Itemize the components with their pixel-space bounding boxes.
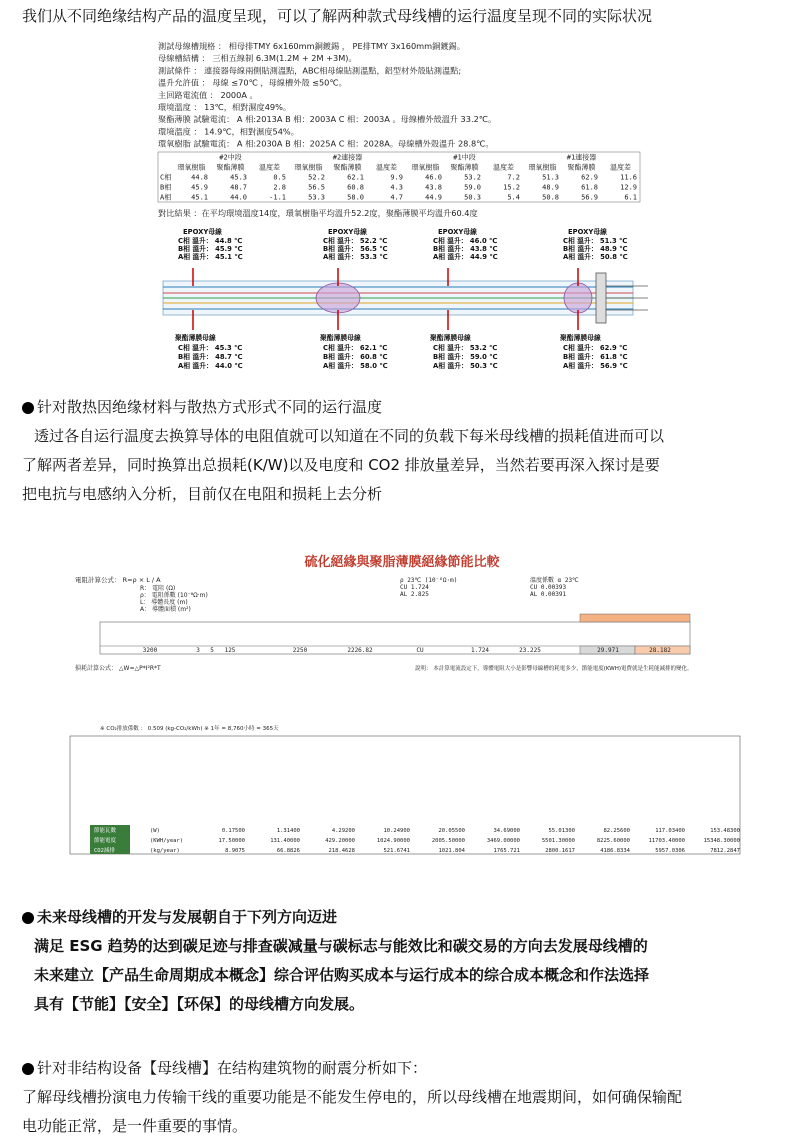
spec-line: 主回路電流值 ： 2000A 。 xyxy=(158,89,258,100)
table-cell: 45.3 xyxy=(230,173,247,182)
table-group-header: #2中段 xyxy=(219,153,242,162)
summary-value: 8225.60000 xyxy=(596,838,630,844)
film-box-line: B相 溫升： 61.8 ℃ xyxy=(563,353,628,361)
summary-value: 131.40000 xyxy=(270,838,300,844)
epoxy-box-line: C相 溫升： 44.8 ℃ xyxy=(178,237,243,245)
body-line: 电功能正常，是一件重要的事情。 xyxy=(22,1117,248,1135)
section-heat-dissipation xyxy=(22,393,792,509)
parameter-value: 23.225 xyxy=(519,647,541,654)
energy-saving-figure xyxy=(60,550,744,858)
summary-value: 429.20000 xyxy=(325,838,355,844)
summary-value: 34.69000 xyxy=(493,828,520,834)
epoxy-box-line: A相 溫升： 45.1 ℃ xyxy=(178,253,243,261)
summary-value: 66.8826 xyxy=(276,848,300,854)
summary-value: 10.24900 xyxy=(383,828,410,834)
table-cell: 4.7 xyxy=(390,193,403,202)
table-phase-label: C相 xyxy=(160,173,172,182)
table-cell: 46.0 xyxy=(425,173,442,182)
body-line: 具有【节能】【安全】【环保】的母线槽方向发展。 xyxy=(34,995,365,1013)
table-subheader: 環氧樹脂 xyxy=(528,163,557,172)
table-subheader: 溫度差 xyxy=(376,163,397,172)
film-box-line: A相 溫升： 44.0 ℃ xyxy=(178,362,243,370)
co2-note: ※ CO₂排放係數 ： 0.509 (kg-CO₂/kWh) ※ 1年 = 8,760小時 = 365天 xyxy=(100,726,279,732)
film-box-line: C相 溫升： 62.9 ℃ xyxy=(563,344,628,352)
table-cell: 59.0 xyxy=(464,183,481,192)
film-box-title: 聚酯薄膜母線 xyxy=(430,334,471,342)
table-group-header: #1連接器 xyxy=(566,153,597,162)
table-cell: 51.3 xyxy=(542,173,559,182)
intro-text: 我们从不同绝缘结构产品的温度呈现，可以了解两种款式母线槽的运行温度呈现不同的实际状况 xyxy=(22,7,653,25)
film-box-line: C相 溫升： 45.3 ℃ xyxy=(178,344,243,352)
table-subheader: 聚酯薄膜 xyxy=(333,163,362,172)
summary-value: 1024.90000 xyxy=(376,838,410,844)
table-cell: 15.2 xyxy=(503,183,520,192)
summary-value: 0.17500 xyxy=(221,828,245,834)
summary-unit: (kg/year) xyxy=(150,848,180,854)
film-box-line: A相 溫升： 50.3 ℃ xyxy=(433,362,498,370)
summary-value: 218.4628 xyxy=(328,848,355,854)
epoxy-box-title: EPOXY母線 xyxy=(183,228,222,236)
summary-value: 7812.2847 xyxy=(710,848,740,854)
body-line: 把电抗与电感纳入分析，目前仅在电阻和损耗上去分析 xyxy=(22,485,383,503)
table-cell: 48.7 xyxy=(230,183,247,192)
loss-formula: 損耗計算公式： △W=△P*I²R*T xyxy=(75,665,161,672)
table-subheader: 溫度差 xyxy=(610,163,631,172)
film-box-line: B相 溫升： 48.7 ℃ xyxy=(178,353,243,361)
parameter-value: 1.724 xyxy=(470,647,490,654)
rho-line: ρ 23℃ (10⁻⁸Ω·m) xyxy=(400,577,458,584)
definition-line: R： 電阻 (Ω) xyxy=(140,585,176,592)
table-cell: 45.9 xyxy=(191,183,208,192)
table-cell: 11.6 xyxy=(620,173,637,182)
summary-unit: (W) xyxy=(150,828,160,834)
summary-value: 82.25600 xyxy=(603,828,630,834)
parameter-value: 3 xyxy=(196,647,200,654)
table-subheader: 聚酯薄膜 xyxy=(450,163,479,172)
table-cell: 44.8 xyxy=(191,173,208,182)
table-cell: 45.1 xyxy=(191,193,208,202)
summary-value: 17.50000 xyxy=(218,838,245,844)
summary-value: 1.31400 xyxy=(276,828,300,834)
table-cell: 50.8 xyxy=(542,193,559,202)
parameter-value: 2250 xyxy=(292,647,308,654)
summary-value: 20.05500 xyxy=(438,828,465,834)
spec-line: 聚酯薄膜 試驗電流： A 相:2013A B 相：2003A C 相：2003A 。母線槽外殼溫升 33.2℃。 xyxy=(158,114,497,125)
summary-value: 5501.30000 xyxy=(541,838,575,844)
body-line: 满足 ESG 趋势的达到碳足迹与排查碳减量与碳标志与能效比和碳交易的方向去发展母线槽的 xyxy=(34,937,648,955)
table-cell: 48.9 xyxy=(542,183,559,192)
table-subheader: 環氧樹脂 xyxy=(294,163,323,172)
temp-coef-line: AL 0.00391 xyxy=(530,591,567,598)
spec-line: 環境溫度 ： 14.9℃，相對濕度54%。 xyxy=(158,126,299,137)
summary-value: 55.01300 xyxy=(548,828,575,834)
table-phase-label: A相 xyxy=(160,193,172,202)
table-cell: 5.4 xyxy=(507,193,520,202)
spec-line: 環境溫度 ： 13℃，相對濕度49%。 xyxy=(158,102,292,112)
table-subheader: 聚酯薄膜 xyxy=(567,163,596,172)
table-subheader: 聚酯薄膜 xyxy=(216,163,245,172)
summary-value: 3469.00000 xyxy=(486,838,520,844)
temperature-test-figure xyxy=(148,38,652,386)
table-cell: 0.5 xyxy=(273,173,286,182)
temp-coef-line: 溫度係數 α 23℃ xyxy=(530,577,579,584)
epoxy-box-title: EPOXY母線 xyxy=(438,228,477,236)
spec-line: 測試條件 ： 連接器每線兩側貼測溫點，ABC相母線貼測溫點，鋁型材外殼貼測溫點; xyxy=(158,65,462,76)
temp-coef-line: CU 0.00393 xyxy=(530,584,567,591)
film-box-line: A相 溫升： 58.0 ℃ xyxy=(323,362,388,370)
figure-title: 硫化絕緣與聚脂薄膜絕緣節能比較 xyxy=(304,555,500,570)
summary-label: CO2減排 xyxy=(94,848,115,854)
film-box-line: C相 溫升： 53.2 ℃ xyxy=(433,344,498,352)
section-future-development xyxy=(22,903,792,1019)
table-cell: 44.9 xyxy=(425,193,442,202)
table-cell: 4.3 xyxy=(390,183,403,192)
film-box-title: 聚酯薄膜母線 xyxy=(560,334,601,342)
definition-line: A： 導體面積 (m²) xyxy=(140,606,191,613)
section-heading: 针对散热因绝缘材料与散热方式形式不同的运行温度 xyxy=(37,398,383,416)
table-cell: 62.9 xyxy=(581,173,598,182)
table-cell: 50.3 xyxy=(464,193,481,202)
bullet-icon xyxy=(22,912,34,924)
comparison-text: 對比結果 ：在平均環境溫度14度，環氧樹脂平均溫升52.2度，聚酯薄膜平均溫升60.4度 xyxy=(158,208,478,218)
epoxy-box-line: C相 溫升： 52.2 ℃ xyxy=(323,237,388,245)
summary-value: 2800.1617 xyxy=(545,848,575,854)
summary-value: 153.48300 xyxy=(710,828,740,834)
epoxy-box-title: EPOXY母線 xyxy=(568,228,607,236)
table-cell: 53.2 xyxy=(464,173,481,182)
table-cell: 58.0 xyxy=(347,193,364,202)
epoxy-box-line: B相 溫升： 56.5 ℃ xyxy=(323,245,388,253)
body-line: 未来建立【产品生命周期成本概念】综合评估购买成本与运行成本的综合成本概念和作法选择 xyxy=(34,966,650,984)
bullet-icon xyxy=(22,402,34,414)
film-box-line: A相 溫升： 56.9 ℃ xyxy=(563,362,628,370)
parameter-value: 125 xyxy=(224,647,236,654)
summary-value: 11703.40000 xyxy=(648,838,685,844)
table-cell: 56.5 xyxy=(308,183,325,192)
film-box-line: B相 溫升： 60.8 ℃ xyxy=(323,353,388,361)
summary-value: 521.6741 xyxy=(383,848,410,854)
table-cell: 12.9 xyxy=(620,183,637,192)
table-cell: -1.1 xyxy=(269,193,286,202)
section-heading: 针对非结构设备【母线槽】在结构建筑物的耐震分析如下： xyxy=(37,1059,428,1077)
film-box-line: C相 溫升： 62.1 ℃ xyxy=(323,344,388,352)
bullet-icon xyxy=(22,1063,34,1075)
epoxy-box-line: A相 溫升： 50.8 ℃ xyxy=(563,253,628,261)
table-phase-label: B相 xyxy=(160,183,172,192)
film-box-title: 聚酯薄膜母線 xyxy=(175,334,216,342)
epoxy-box-line: B相 溫升： 45.9 ℃ xyxy=(178,245,243,253)
note-text: 說明： 本計算電流設定下，導體電阻大小是影響母線槽的耗電多少，節能電度(KWH)電費就是生耗能減排的變化。 xyxy=(415,666,693,672)
summary-value: 15348.30000 xyxy=(703,838,740,844)
table-cell: 6.1 xyxy=(624,193,637,202)
summary-label: 節能瓦數 xyxy=(94,828,117,834)
epoxy-box-line: B相 溫升： 48.9 ℃ xyxy=(563,245,628,253)
section-heading: 未来母线槽的开发与发展朝自于下列方向迈进 xyxy=(37,908,338,926)
intro-paragraph xyxy=(22,2,792,31)
table-cell: 60.8 xyxy=(347,183,364,192)
summary-label: 節能電度 xyxy=(94,838,117,844)
table-cell: 52.2 xyxy=(308,173,325,182)
body-line: 了解两者差异，同时换算出总损耗(K/W)以及电度和 CO2 排放量差异，当然若要再深入探讨是要 xyxy=(22,456,660,474)
epoxy-box-line: A相 溫升： 53.3 ℃ xyxy=(323,253,388,261)
rho-line: CU 1.724 xyxy=(400,584,429,591)
film-box-line: B相 溫升： 59.0 ℃ xyxy=(433,353,498,361)
rho-line: AL 2.825 xyxy=(400,591,429,598)
summary-unit: (KWH/year) xyxy=(150,838,184,844)
table-cell: 53.3 xyxy=(308,193,325,202)
spec-line: 環氧樹脂 試驗電流： A 相:2030A B 相：2025A C 相：2028A。母線槽外殼溫升 28.8℃。 xyxy=(158,138,494,149)
body-line: 透过各自运行温度去换算导体的电阻值就可以知道在不同的负载下每米母线槽的损耗值进而可以 xyxy=(34,427,665,445)
summary-value: 4.29200 xyxy=(331,828,355,834)
summary-value: 117.03400 xyxy=(655,828,685,834)
body-line: 了解母线槽扮演电力传输干线的重要功能是不能发生停电的，所以母线槽在地震期间，如何确保输配 xyxy=(22,1088,683,1106)
epoxy-box-line: C相 溫升： 51.3 ℃ xyxy=(563,237,628,245)
formula-text: 電阻計算公式： R=ρ × L / A xyxy=(75,576,161,584)
summary-value: 2005.50000 xyxy=(431,838,465,844)
summary-value: 1021.804 xyxy=(438,848,465,854)
busbar-diagram xyxy=(163,268,648,330)
table-cell: 7.2 xyxy=(507,173,520,182)
parameter-value: 5 xyxy=(210,647,214,654)
joint-marker xyxy=(564,283,592,313)
summary-value: 5957.0306 xyxy=(655,848,685,854)
table-subheader: 環氧樹脂 xyxy=(177,163,206,172)
film-box-title: 聚酯薄膜母線 xyxy=(320,334,361,342)
table-cell: 56.9 xyxy=(581,193,598,202)
epoxy-box-title: EPOXY母線 xyxy=(328,228,367,236)
summary-value: 1765.721 xyxy=(493,848,520,854)
table-cell: 44.0 xyxy=(230,193,247,202)
parameter-value: 3200 xyxy=(142,647,158,654)
table-subheader: 環氧樹脂 xyxy=(411,163,440,172)
table-subheader: 溫度差 xyxy=(259,163,280,172)
definition-line: ρ： 電阻係數 (10⁻⁸Ω·m) xyxy=(140,592,208,599)
epoxy-box-line: B相 溫升： 43.8 ℃ xyxy=(433,245,498,253)
joint-marker xyxy=(316,283,360,313)
table-cell: 61.8 xyxy=(581,183,598,192)
table-subheader: 溫度差 xyxy=(493,163,514,172)
table-cell: 62.1 xyxy=(347,173,364,182)
table-cell: 2.8 xyxy=(273,183,286,192)
definition-line: L： 導體長度 (m) xyxy=(140,599,188,606)
parameter-value: 2226.82 xyxy=(347,647,373,654)
section-seismic-analysis xyxy=(22,1054,792,1141)
spec-line: 溫升允許值 ： 母線 ≤70℃ ，母線槽外殼 ≤50℃。 xyxy=(158,77,347,88)
summary-value: 8.9075 xyxy=(225,848,245,854)
spec-line: 母線槽結構 ： 三相五線制 6.3M(1.2M + 2M +3M)。 xyxy=(158,53,357,64)
epoxy-box-line: A相 溫升： 44.9 ℃ xyxy=(433,253,498,261)
table-group-header: #1中段 xyxy=(453,153,476,162)
parameter-value: CU xyxy=(416,647,424,654)
table-cell: 43.8 xyxy=(425,183,442,192)
table-cell: 9.9 xyxy=(390,173,403,182)
table-group-header: #2連接器 xyxy=(332,153,363,162)
epoxy-box-line: C相 溫升： 46.0 ℃ xyxy=(433,237,498,245)
parameter-value: 28.182 xyxy=(649,647,671,654)
parameter-value: 29.971 xyxy=(597,647,619,654)
spec-line: 測試母線槽規格 ： 相母排TMY 6x160mm銅鍍錫 ， PE排TMY 3x160mm銅鍍錫。 xyxy=(158,41,465,51)
summary-value: 4186.8334 xyxy=(600,848,630,854)
calculation-grid xyxy=(70,736,740,854)
